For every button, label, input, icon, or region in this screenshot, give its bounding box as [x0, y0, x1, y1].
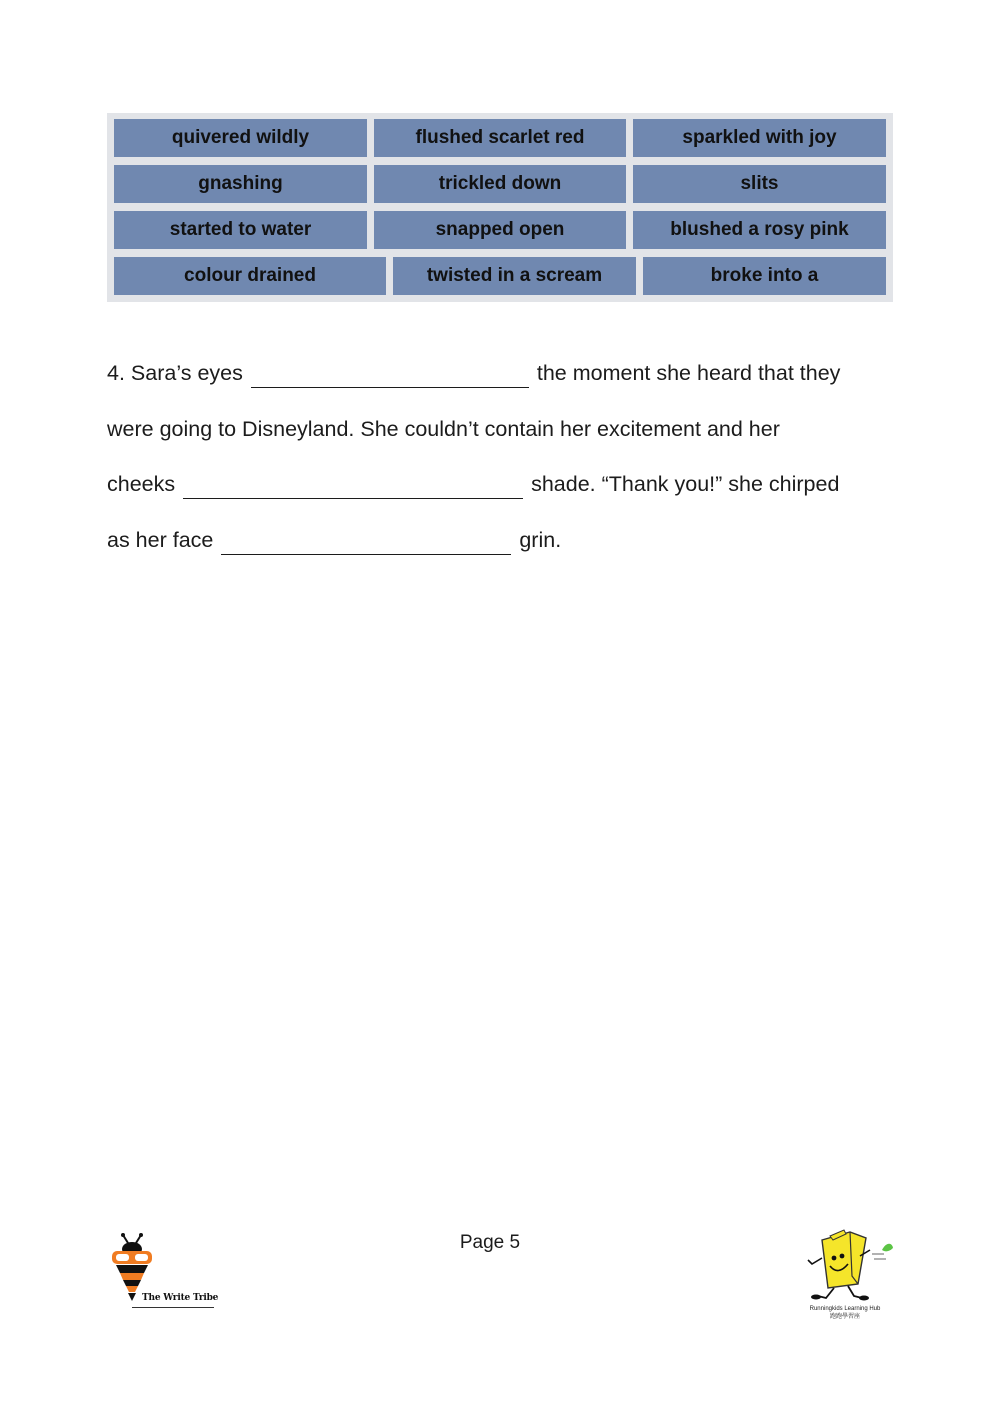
word-tile[interactable]: trickled down: [374, 165, 626, 203]
word-tile[interactable]: sparkled with joy: [633, 119, 886, 157]
question-number: 4.: [107, 361, 125, 385]
question-passage: [107, 355, 907, 577]
word-bank-row: [107, 257, 893, 295]
write-tribe-logo: [108, 1233, 218, 1313]
word-tile[interactable]: twisted in a scream: [393, 257, 636, 295]
passage-text: grin.: [519, 527, 562, 552]
word-tile[interactable]: broke into a: [643, 257, 886, 295]
word-tile[interactable]: started to water: [114, 211, 367, 249]
answer-blank-1[interactable]: [251, 363, 529, 388]
answer-blank-2[interactable]: [183, 474, 523, 499]
word-tile[interactable]: slits: [633, 165, 886, 203]
word-tile[interactable]: gnashing: [114, 165, 367, 203]
running-book-icon: [800, 1228, 895, 1304]
passage-line: [107, 411, 907, 467]
word-tile[interactable]: snapped open: [374, 211, 626, 249]
logo-caption-en: Runningkids Learning Hub: [809, 1306, 881, 1312]
passage-text: shade. “Thank you!” she chirped: [531, 472, 840, 496]
passage-line: [107, 355, 907, 411]
word-bank: [107, 113, 893, 302]
word-tile[interactable]: quivered wildly: [114, 119, 367, 157]
word-bank-row: [107, 165, 893, 203]
passage-text: the moment she heard that they: [536, 361, 841, 385]
word-bank-row: [107, 211, 893, 249]
word-tile[interactable]: flushed scarlet red: [374, 119, 626, 157]
passage-line: [107, 466, 907, 522]
word-tile[interactable]: colour drained: [114, 257, 386, 295]
logo-wordmark: The Write Tribe: [142, 1293, 219, 1303]
passage-text: were going to Disneyland. She couldn’t contain her excitement and her: [107, 416, 780, 441]
passage-text: as her face: [107, 527, 214, 552]
answer-blank-3[interactable]: [221, 530, 511, 555]
passage-text: Sara’s eyes: [130, 361, 243, 385]
page-number: Page 5: [459, 1232, 521, 1253]
logo-underline: [132, 1307, 214, 1308]
runningkids-logo: [800, 1228, 900, 1328]
logo-caption-zh: 跑跑學習座: [829, 1314, 860, 1320]
word-tile[interactable]: blushed a rosy pink: [633, 211, 886, 249]
passage-text: cheeks: [107, 472, 176, 496]
word-bank-row: [107, 119, 893, 157]
logo-caption: [800, 1305, 890, 1321]
passage-line: [107, 522, 907, 578]
